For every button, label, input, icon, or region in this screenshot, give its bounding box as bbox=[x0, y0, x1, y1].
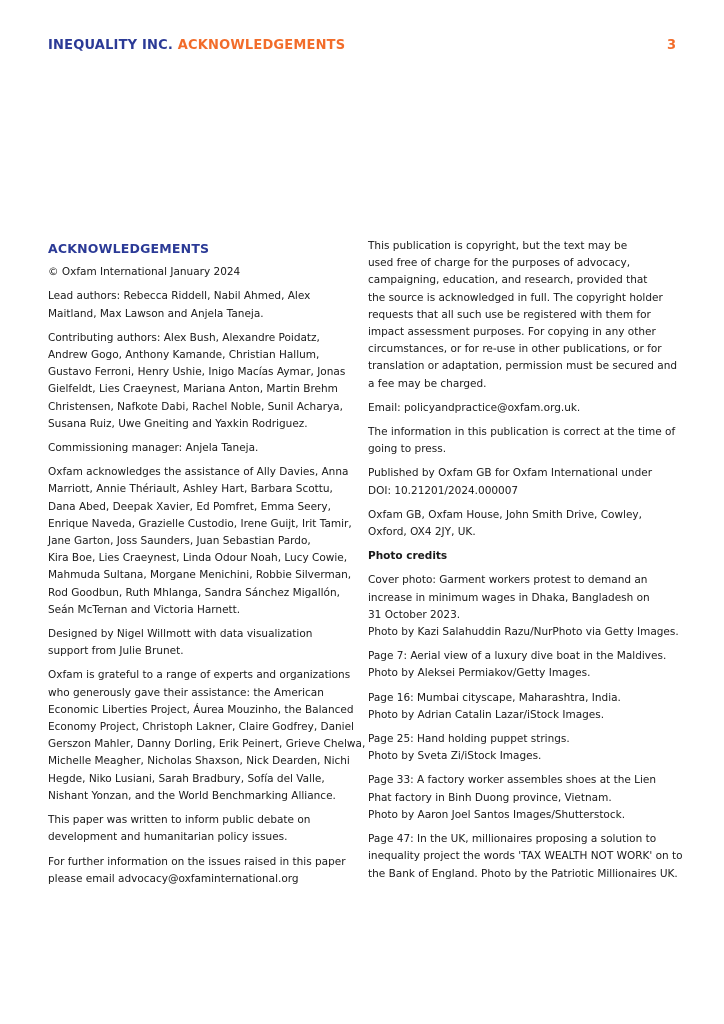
photo-credits-heading: Photo credits bbox=[368, 550, 448, 563]
text-line: campaigning, education, and research, provided that bbox=[368, 274, 648, 287]
text-line: Published by Oxfam GB for Oxfam International under bbox=[368, 467, 653, 480]
text-line: support from Julie Brunet. bbox=[48, 645, 184, 658]
text-line: Mahmuda Sultana, Morgane Menichini, Robbie Silverman, bbox=[48, 569, 352, 582]
paragraph bbox=[48, 330, 344, 433]
photo-credit-item bbox=[368, 772, 680, 824]
text-line: development and humanitarian policy issues. bbox=[48, 831, 288, 844]
text-line: Page 47: In the UK, millionaires proposing a solution to bbox=[368, 833, 657, 846]
text-line: Page 33: A factory worker assembles shoes at the Lien bbox=[368, 774, 657, 787]
paragraph bbox=[48, 464, 352, 619]
paragraph bbox=[48, 264, 344, 281]
running-title bbox=[48, 38, 345, 53]
text-line: Jane Garton, Joss Saunders, Juan Sebastian Pardo, bbox=[48, 535, 311, 548]
text-line: For further information on the issues raised in this paper bbox=[48, 855, 346, 868]
text-line: Oxfam acknowledges the assistance of Ally Davies, Anna bbox=[48, 466, 349, 479]
text-line: This paper was written to inform public debate on bbox=[48, 814, 311, 827]
left-column bbox=[48, 238, 366, 895]
paragraph bbox=[48, 440, 344, 457]
photo-credit-item bbox=[368, 731, 680, 765]
text-line: Page 7: Aerial view of a luxury dive boat in the Maldives. bbox=[368, 650, 667, 663]
text-line: requests that all such use be registered with them for bbox=[368, 308, 651, 321]
acknowledgements-heading: ACKNOWLEDGEMENTS bbox=[48, 241, 210, 256]
text-line: who generously gave their assistance: the American bbox=[48, 686, 324, 699]
text-line: Seán McTernan and Victoria Harnett. bbox=[48, 603, 241, 616]
text-line: Page 16: Mumbai cityscape, Maharashtra, India. bbox=[368, 691, 621, 704]
text-line: Photo by Aleksei Permiakov/Getty Images. bbox=[368, 667, 591, 680]
text-line: Oxford, OX4 2JY, UK. bbox=[368, 526, 476, 539]
text-line: Contributing authors: Alex Bush, Alexandre Poidatz, bbox=[48, 331, 320, 344]
report-title: INEQUALITY INC. bbox=[48, 38, 173, 53]
text-line: the source is acknowledged in full. The copyright holder bbox=[368, 291, 663, 304]
text-line: Michelle Meagher, Nicholas Shaxson, Nick Dearden, Nichi bbox=[48, 755, 350, 768]
text-line: Commissioning manager: Anjela Taneja. bbox=[48, 442, 259, 455]
text-line: circumstances, or for re-use in other publications, or for bbox=[368, 343, 662, 356]
text-line: The information in this publication is correct at the time of bbox=[368, 426, 676, 439]
text-line: Susana Ruiz, Uwe Gneiting and Yaxkin Rodriguez. bbox=[48, 417, 308, 430]
text-line: inequality project the words 'TAX WEALTH NOT WORK' on to bbox=[368, 850, 683, 863]
photo-credit-item bbox=[368, 831, 683, 883]
paragraph bbox=[368, 465, 680, 499]
text-line: Gustavo Ferroni, Henry Ushie, Inigo Macías Aymar, Jonas bbox=[48, 366, 346, 379]
paragraph bbox=[368, 424, 680, 458]
text-line: a fee may be charged. bbox=[368, 377, 487, 390]
paragraph bbox=[48, 854, 344, 888]
text-line: Marriott, Annie Thériault, Ashley Hart, Barbara Scottu, bbox=[48, 483, 333, 496]
text-line: 31 October 2023. bbox=[368, 608, 461, 621]
paragraph bbox=[368, 507, 680, 541]
text-line: Maitland, Max Lawson and Anjela Taneja. bbox=[48, 307, 264, 320]
text-line: This publication is copyright, but the text may be bbox=[368, 240, 628, 252]
text-line: Oxfam GB, Oxfam House, John Smith Drive, Cowley, bbox=[368, 508, 642, 521]
text-line: Photo by Aaron Joel Santos Images/Shutterstock. bbox=[368, 808, 626, 821]
left-paragraphs bbox=[48, 264, 366, 888]
paragraph bbox=[48, 626, 344, 660]
text-line: Hegde, Niko Lusiani, Sarah Bradbury, Sofía del Valle, bbox=[48, 772, 325, 785]
text-line: Lead authors: Rebecca Riddell, Nabil Ahmed, Alex bbox=[48, 290, 311, 303]
text-line: Gerszon Mahler, Danny Dorling, Erik Peinert, Grieve Chelwa, bbox=[48, 738, 366, 751]
running-header bbox=[48, 38, 676, 56]
text-line: Photo by Sveta Zi/iStock Images. bbox=[368, 750, 542, 763]
paragraph bbox=[48, 812, 344, 846]
text-line: used free of charge for the purposes of advocacy, bbox=[368, 257, 631, 270]
text-line: DOI: 10.21201/2024.000007 bbox=[368, 484, 519, 497]
text-line: Photo by Adrian Catalin Lazar/iStock Images. bbox=[368, 708, 605, 721]
paragraph bbox=[368, 400, 680, 417]
text-line: impact assessment purposes. For copying in any other bbox=[368, 326, 656, 339]
text-line: the Bank of England. Photo by the Patriotic Millionaires UK. bbox=[368, 867, 678, 880]
text-line: Gielfeldt, Lies Craeynest, Mariana Anton, Martin Brehm bbox=[48, 383, 338, 396]
text-line: Kira Boe, Lies Craeynest, Linda Odour Noah, Lucy Cowie, bbox=[48, 552, 348, 565]
paragraph bbox=[48, 288, 344, 322]
text-line: please email advocacy@oxfaminternational.org bbox=[48, 872, 299, 885]
right-column bbox=[368, 238, 683, 890]
text-line: Cover photo: Garment workers protest to demand an bbox=[368, 574, 648, 587]
photo-credit-item bbox=[368, 648, 680, 682]
text-line: Photo by Kazi Salahuddin Razu/NurPhoto via Getty Images. bbox=[368, 626, 679, 639]
text-line: Economic Liberties Project, Áurea Mouzinho, the Balanced bbox=[48, 703, 354, 716]
paragraph bbox=[48, 667, 366, 805]
page-number: 3 bbox=[666, 38, 676, 53]
paragraph bbox=[368, 238, 680, 393]
text-line: Dana Abed, Deepak Xavier, Ed Pomfret, Emma Seery, bbox=[48, 500, 331, 513]
text-line: translation or adaptation, permission must be secured and bbox=[368, 360, 678, 373]
text-line: Page 25: Hand holding puppet strings. bbox=[368, 733, 570, 746]
copyright-info bbox=[368, 238, 680, 541]
photo-credit-item bbox=[368, 572, 680, 641]
text-line: Oxfam is grateful to a range of experts and organizations bbox=[48, 669, 351, 682]
text-line: Nishant Yonzan, and the World Benchmarking Alliance. bbox=[48, 789, 336, 802]
text-line: © Oxfam International January 2024 bbox=[48, 266, 241, 279]
text-line: going to press. bbox=[368, 443, 447, 456]
text-line: Enrique Naveda, Grazielle Custodio, Irene Guijt, Irit Tamir, bbox=[48, 517, 352, 530]
text-line: Rod Goodbun, Ruth Mhlanga, Sandra Sánchez Migallón, bbox=[48, 586, 340, 599]
section-title: ACKNOWLEDGEMENTS bbox=[177, 38, 346, 53]
photo-credit-item bbox=[368, 690, 680, 724]
text-line: Christensen, Nafkote Dabi, Rachel Noble, Sunil Acharya, bbox=[48, 400, 343, 413]
text-line: Email: policyandpractice@oxfam.org.uk. bbox=[368, 401, 581, 414]
text-line: increase in minimum wages in Dhaka, Bangladesh on bbox=[368, 591, 650, 604]
photo-credits-list bbox=[368, 572, 683, 882]
text-line: Designed by Nigel Willmott with data visualization bbox=[48, 628, 313, 641]
text-line: Phat factory in Binh Duong province, Vietnam. bbox=[368, 791, 612, 804]
text-line: Economy Project, Christoph Lakner, Claire Godfrey, Daniel bbox=[48, 721, 354, 734]
text-line: Andrew Gogo, Anthony Kamande, Christian Hallum, bbox=[48, 349, 320, 362]
